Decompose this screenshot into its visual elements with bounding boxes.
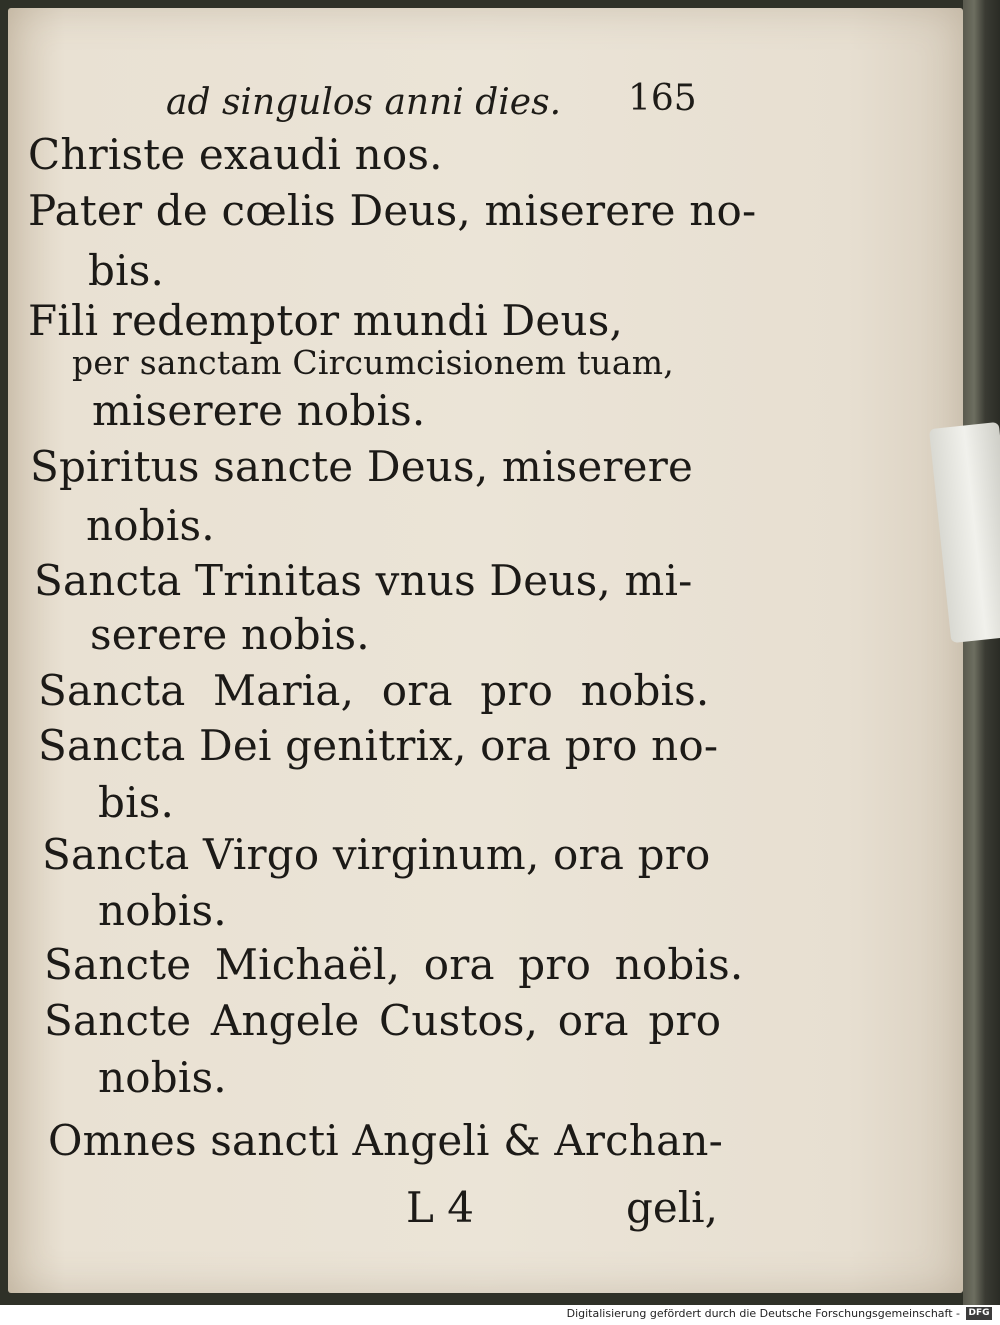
- credit-text: Digitalisierung gefördert durch die Deutsche Forschungsgemeinschaft -: [566, 1307, 960, 1320]
- credit-bar: [0, 1305, 1000, 1325]
- text-line: nobis.: [86, 501, 215, 550]
- text-line: per sanctam Circumcisionem tuam,: [72, 343, 674, 382]
- text-line: nobis.: [98, 1053, 227, 1102]
- text-line: Spiritus sancte Deus, miserere: [30, 442, 694, 491]
- book-page: [8, 8, 963, 1293]
- text-line: bis.: [98, 778, 175, 827]
- text-line: Sancta Virgo virginum, ora pro: [42, 830, 711, 879]
- page-header: [166, 78, 706, 128]
- running-head: ad singulos anni dies.: [166, 82, 562, 123]
- text-line: Christe exaudi nos.: [28, 130, 443, 179]
- text-line: Sancta Trinitas vnus Deus, mi-: [34, 556, 693, 605]
- text-line: Omnes sancti Angeli & Archan-: [48, 1116, 724, 1165]
- text-line: miserere nobis.: [92, 386, 426, 435]
- text-line: serere nobis.: [90, 610, 370, 659]
- text-line: nobis.: [98, 886, 227, 935]
- text-line: Sancte Angele Custos, ora pro: [44, 996, 722, 1045]
- dfg-logo: DFG: [966, 1307, 992, 1320]
- text-line: bis.: [88, 246, 165, 295]
- signature-mark: L 4: [406, 1183, 474, 1232]
- text-line: Sancta Dei genitrix, ora pro no-: [38, 721, 719, 770]
- page-number: 165: [628, 78, 697, 119]
- text-line: Fili redemptor mundi Deus,: [28, 296, 624, 345]
- catchword: geli,: [626, 1183, 718, 1232]
- text-line: Pater de cœlis Deus, miserere no-: [28, 186, 757, 235]
- text-line: Sancta Maria, ora pro nobis.: [38, 666, 710, 715]
- book-edge: [963, 0, 1000, 1305]
- text-line: Sancte Michaël, ora pro nobis.: [44, 940, 744, 989]
